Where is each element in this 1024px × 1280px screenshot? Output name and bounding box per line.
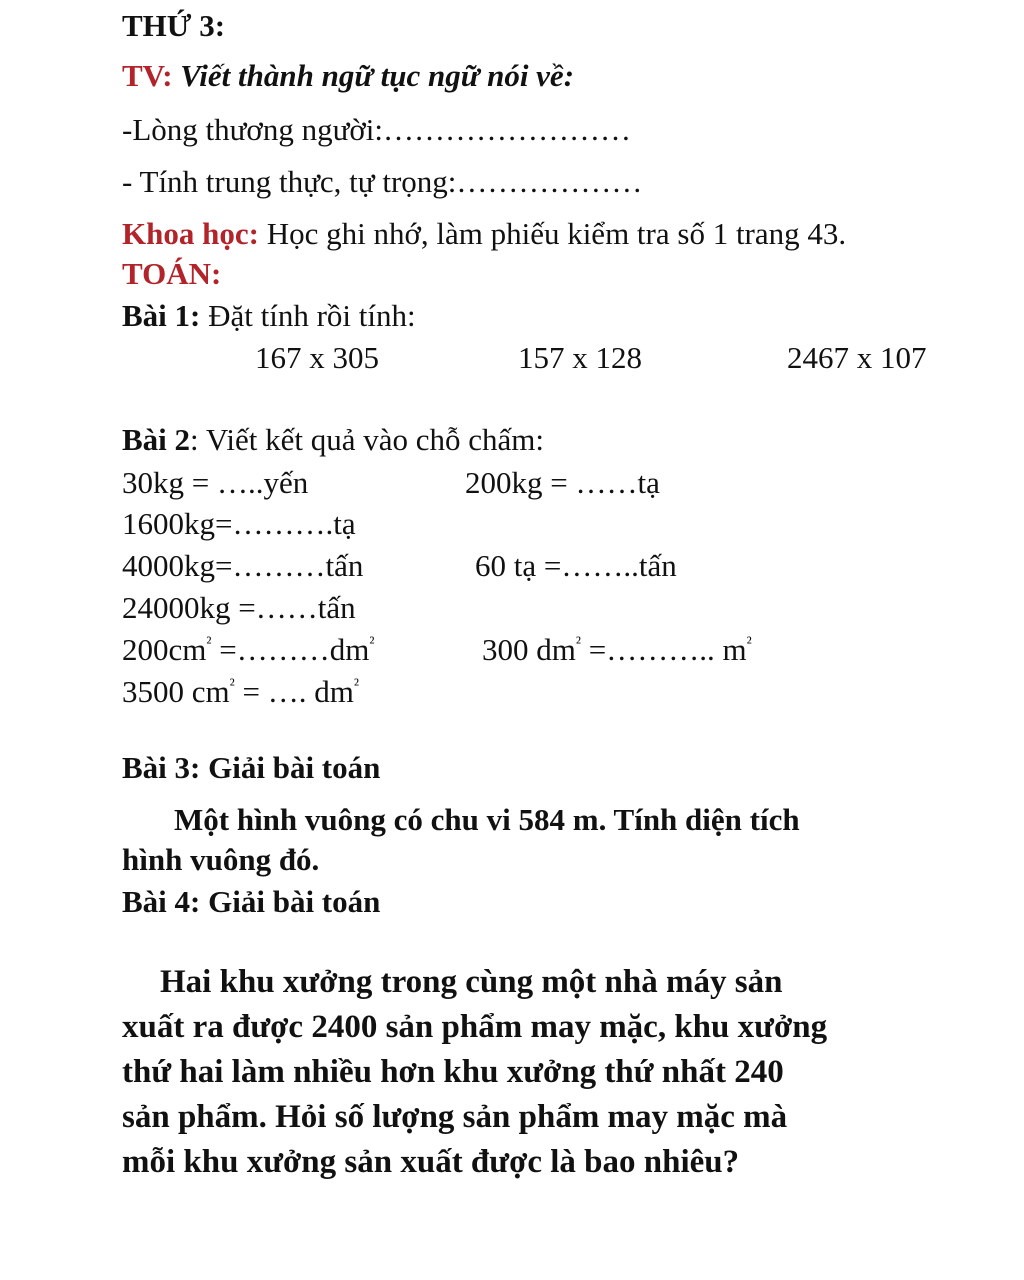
area-rest: =………dm (211, 632, 370, 667)
toan-heading: TOÁN: (122, 256, 222, 291)
square-sup: ² (353, 675, 359, 695)
area-rest: = …. dm (234, 674, 354, 709)
bai2-instruction: : Viết kết quả vào chỗ chấm: (190, 422, 545, 457)
area-rest: =……….. m (580, 632, 747, 667)
bai3-text-line: hình vuông đó. (122, 842, 320, 877)
tv-item-honesty: - Tính trung thực, tự trọng:……………… (122, 164, 643, 199)
area-value: 200cm (122, 632, 207, 667)
tv-instruction-line (122, 58, 574, 94)
day-heading: THỨ 3: (122, 8, 226, 43)
tv-item-love: -Lòng thương người:…………………… (122, 112, 631, 147)
bai1-problem: 2467 x 107 (787, 340, 927, 375)
bai2-item: 200kg = ……tạ (465, 465, 660, 500)
bai3-heading: Bài 3: Giải bài toán (122, 750, 381, 785)
bai2-line (122, 422, 544, 458)
bai4-text-line: sản phẩm. Hỏi số lượng sản phẩm may mặc mà (122, 1099, 788, 1135)
bai1-problem: 157 x 128 (518, 340, 642, 375)
bai2-item: 30kg = …..yến (122, 465, 309, 500)
bai3-text-line: Một hình vuông có chu vi 584 m. Tính diện tích (174, 802, 800, 837)
bai1-line (122, 298, 416, 334)
bai2-item: 1600kg=……….tạ (122, 506, 356, 541)
square-sup: ² (575, 633, 581, 653)
khoa-hoc-text: Học ghi nhớ, làm phiếu kiểm tra số 1 trang 43. (266, 216, 847, 251)
bai2-item-area (122, 632, 374, 668)
bai4-heading: Bài 4: Giải bài toán (122, 884, 381, 919)
bai2-item: 60 tạ =……..tấn (475, 548, 677, 583)
square-sup: ² (229, 675, 235, 695)
square-sup: ² (369, 633, 375, 653)
tv-instruction: Viết thành ngữ tục ngữ nói về: (180, 58, 575, 93)
bai2-item: 4000kg=………tấn (122, 548, 364, 583)
bai4-text-line: thứ hai làm nhiều hơn khu xưởng thứ nhất 240 (122, 1054, 784, 1090)
square-sup: ² (206, 633, 212, 653)
area-value: 3500 cm (122, 674, 230, 709)
bai4-text-line: Hai khu xưởng trong cùng một nhà máy sản (160, 964, 783, 1000)
area-value: 300 dm (482, 632, 576, 667)
bai4-text-line: mỗi khu xưởng sản xuất được là bao nhiêu? (122, 1144, 740, 1180)
bai2-item: 24000kg =……tấn (122, 590, 356, 625)
bai1-instruction: Đặt tính rồi tính: (208, 298, 416, 333)
tv-label: TV: (122, 58, 173, 93)
khoa-hoc-label: Khoa học: (122, 216, 259, 251)
square-sup: ² (746, 633, 752, 653)
bai1-problem: 167 x 305 (255, 340, 379, 375)
bai2-item-area (122, 674, 359, 710)
bai2-label: Bài 2 (122, 422, 191, 457)
bai1-label: Bài 1: (122, 298, 201, 333)
khoa-hoc-line (122, 216, 846, 252)
bai4-text-line: xuất ra được 2400 sản phẩm may mặc, khu xưởng (122, 1009, 828, 1045)
bai2-item-area (482, 632, 752, 668)
